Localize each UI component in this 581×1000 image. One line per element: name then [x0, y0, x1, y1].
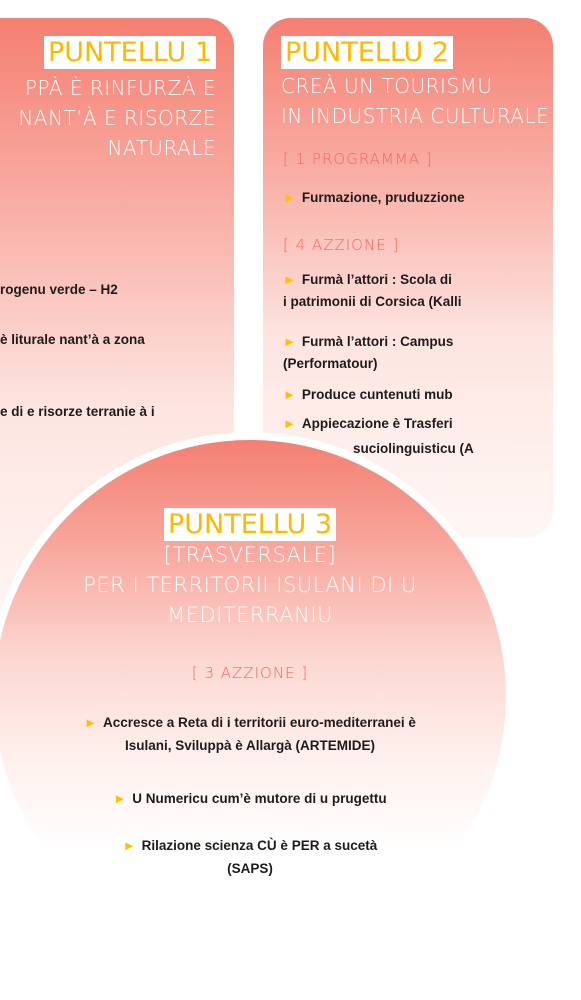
list-item-text: Appiecazione è Trasferi	[301, 416, 453, 431]
puntellu2-subtitle	[281, 71, 581, 131]
puntellu2-header	[281, 36, 581, 131]
puntellu3-header	[0, 508, 500, 541]
list-item-text: Accresce a Reta di i territorii euro-mediterranei è	[103, 715, 416, 730]
list-item-text: suciolinguisticu (A	[353, 441, 474, 456]
puntellu3-subtitle-line: [TRASVERSALE]	[163, 543, 337, 567]
puntellu1-subtitle	[0, 73, 216, 163]
list-item	[283, 385, 453, 404]
list-item-text: Furmà l’attori : Scola di	[301, 272, 452, 287]
triangle-bullet-icon: ►	[283, 334, 296, 349]
puntellu1-subtitle-line: NATURALE	[107, 136, 216, 160]
triangle-bullet-icon: ►	[283, 416, 296, 431]
triangle-bullet-icon: ►	[283, 190, 296, 205]
list-item-text: (Performatour)	[283, 356, 378, 371]
puntellu1-subtitle-line: NANT’À E RISORZE	[18, 106, 216, 130]
triangle-bullet-icon: ►	[283, 272, 296, 287]
list-item	[283, 332, 453, 373]
puntellu2-subtitle-line: IN INDUSTRIA CULTURALE	[281, 104, 550, 128]
list-item	[0, 713, 500, 755]
triangle-bullet-icon: ►	[122, 838, 136, 853]
list-item	[283, 188, 465, 207]
list-item-text: Furmà l’attori : Campus	[301, 334, 454, 349]
list-item-text: Isulani, Sviluppà è Allargà (ARTEMIDE)	[124, 738, 376, 753]
list-item-text: Furmazione, pruduzzione	[301, 190, 465, 205]
puntellu1-title: PUNTELLU 1	[44, 36, 216, 69]
triangle-bullet-icon: ►	[283, 387, 296, 402]
puntellu1-subtitle-line: PPÀ È RINFURZÀ E	[24, 76, 216, 100]
triangle-bullet-icon: ►	[84, 715, 97, 730]
puntellu2-subtitle-line: CREÀ UN TOURISMU	[281, 74, 493, 98]
puntellu3-actions-tag: [ 3 AZZIONE ]	[191, 664, 309, 682]
list-item: rogenu verde – H2	[0, 282, 118, 297]
puntellu2-title: PUNTELLU 2	[281, 36, 453, 69]
puntellu3-subtitle-line: PER I TERRITORII ISULANI DI U	[83, 573, 417, 597]
list-item: è liturale nant’à a zona	[0, 332, 145, 347]
triangle-bullet-icon: ►	[113, 791, 127, 806]
puntellu3-title: PUNTELLU 3	[164, 508, 336, 541]
list-item: e di e risorze terranie à i	[0, 404, 155, 419]
list-item-text: Produce cuntenuti mub	[301, 387, 453, 402]
list-item	[0, 789, 500, 808]
list-item-text: Rilazione scienza CÙ è PER a sucetà	[141, 838, 378, 853]
list-item-text: i patrimonii di Corsica (Kalli	[283, 294, 462, 309]
list-item-text: (SAPS)	[227, 861, 273, 876]
puntellu3-subtitle-line: MEDITERRANIU	[167, 603, 333, 627]
list-item	[0, 836, 500, 878]
list-item	[283, 270, 462, 311]
puntellu3-subtitle	[0, 540, 500, 630]
puntellu1-header	[0, 36, 216, 163]
actions-tag: [ 4 AZZIONE ]	[283, 236, 400, 254]
list-item-text: U Numericu cum’è mutore di u prugettu	[132, 791, 387, 806]
programme-tag: [ 1 PROGRAMMA ]	[283, 150, 433, 168]
